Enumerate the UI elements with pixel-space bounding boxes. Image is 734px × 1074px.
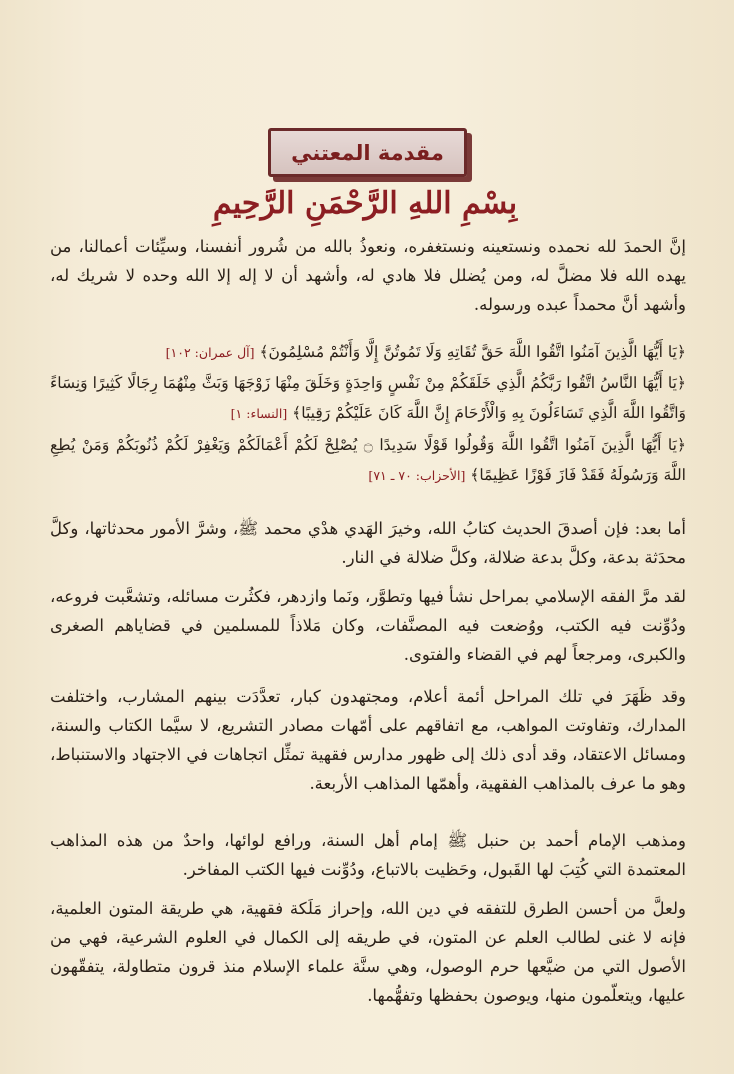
basmala: بِسْمِ اللهِ الرَّحْمَنِ الرَّحِيمِ xyxy=(212,186,518,221)
fiqh-history-paragraph: لقد مرَّ الفقه الإسلامي بمراحل نشأ فيها وتطوَّر، ونَما وازدهر، فكثُرت مسائله، وتشعَّبت فروعه، ودُوِّنت فيه الكتب، ووُضعت فيه المصنَّفات، وكان مَلاذاً للمسلمين في قضاياهم الصغرى والكبرى، ومرجعاً لهم في القضاء والفتوى. xyxy=(50,587,686,664)
quran-verse-3-ref: [الأحزاب: ٧٠ ـ ٧١] xyxy=(368,468,466,483)
quran-verse-1-ref: [آل عمران: ١٠٢] xyxy=(165,345,255,360)
amma-bad-paragraph: أما بعد: فإن أصدقَ الحديث كتابُ الله، وخيرَ الهَدي هدْي محمد ﷺ، وشرَّ الأمور محدثاتها، وكلَّ محدَثة بدعة، وكلَّ بدعة ضلالة، وكلَّ ضلالة في النار. xyxy=(50,519,686,567)
quran-verse-2 xyxy=(50,368,686,429)
section-title-box xyxy=(268,128,467,177)
quran-verse-2-text: ﴿يَا أَيُّهَا النَّاسُ اتَّقُوا رَبَّكُمُ الَّذِي خَلَقَكُمْ مِنْ نَفْسٍ وَاحِدَةٍ وَخَلَقَ مِنْهَا زَوْجَهَا وَبَثَّ مِنْهُمَا رِجَالًا كَثِيرًا وَنِسَاءً وَاتَّقُوا اللَّهَ الَّذِي تَسَاءَلُونَ بِهِ وَالْأَرْحَامَ إِنَّ اللَّهَ كَانَ عَلَيْكُمْ رَقِيبًا﴾ xyxy=(50,374,686,422)
section-title: مقدمة المعتني xyxy=(291,140,444,165)
imams-paragraph: وقد ظَهَرَ في تلك المراحل أئمة أعلام، ومجتهدون كبار، تعدَّدَت بينهم المشارب، واختلفت المدارك، وتفاوتت المواهب، مع اتفاقهم على أمّهات مصادر التشريع، لا سيَّما الكتاب والسنة، ومسائل الاعتقاد، وقد أدى ذلك إلى ظهور مدارس فقهية تمثِّل اتجاهات في الاجتهاد والاستنباط، وهو ما عرف بالمذاهب الفقهية، وأهمّها المذاهب الأربعة. xyxy=(50,687,686,793)
quran-verse-3-text: ﴿يَا أَيُّهَا الَّذِينَ آمَنُوا اتَّقُوا اللَّهَ وَقُولُوا قَوْلًا سَدِيدًا ۝ يُصْلِحْ لَكُمْ أَعْمَالَكُمْ وَيَغْفِرْ لَكُمْ ذُنُوبَكُمْ وَمَنْ يُطِعِ اللَّهَ وَرَسُولَهُ فَقَدْ فَازَ فَوْزًا عَظِيمًا﴾ xyxy=(50,436,686,484)
intro-paragraph: إنَّ الحمدَ لله نحمده ونستعينه ونستغفره، ونعوذُ بالله من شُرور أنفسنا، وسيِّئات أعمالنا، من يهده الله فلا مضلَّ له، ومن يُضلل فلا هادي له، وأشهد أن لا إله إلا الله وحده لا شريك له، وأشهد أنَّ محمداً عبده ورسوله. xyxy=(50,237,686,314)
mutun-paragraph: ولعلَّ من أحسن الطرق للتفقه في دين الله، وإحراز مَلَكة فقهية، هي طريقة المتون العلمية، فإنه لا غنى لطالب العلم عن المتون، في طريقه إلى الكمال في العلوم الشرعية، فهي من الأصول التي من ضيَّعها حرم الوصول، وهي سنَّة علماء الإسلام منذ قرون متطاولة، يتفقّهون عليها، ويتعلّمون منها، ويوصون بحفظها وتفهُّمها. xyxy=(50,899,686,1005)
quran-verse-1-text: ﴿يَا أَيُّهَا الَّذِينَ آمَنُوا اتَّقُوا اللَّهَ حَقَّ تُقَاتِهِ وَلَا تَمُوتُنَّ إِلَّا وَأَنْتُمْ مُسْلِمُونَ﴾ xyxy=(259,343,686,361)
quran-verse-3 xyxy=(50,430,686,491)
quran-verse-1 xyxy=(50,337,686,368)
quran-verse-2-ref: [النساء: ١] xyxy=(230,406,288,421)
hanbali-paragraph: ومذهب الإمام أحمد بن حنبل ﷺ إمام أهل السنة، ورافع لوائها، واحدٌ من هذه المذاهب المعتمدة التي كُتِبَ لها القَبول، وحَظيت بالاتباع، ودُوِّنت فيها الكتب المفاخر. xyxy=(50,831,686,879)
